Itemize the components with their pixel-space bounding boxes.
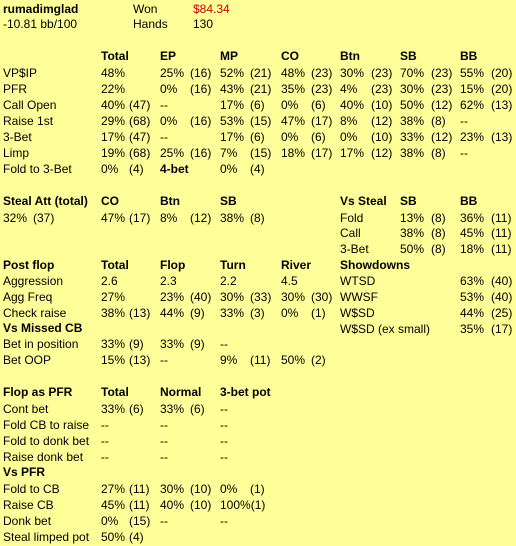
stat-label: Agg Freq	[3, 290, 53, 304]
col-header-ep: EP	[160, 49, 177, 63]
stat-value: 33%	[160, 402, 185, 416]
col-header-co: CO	[281, 49, 299, 63]
stat-count: (11)	[491, 242, 512, 256]
stat-value: 35%	[460, 322, 485, 336]
stat-label: WTSD	[340, 274, 376, 288]
stat-count: (13)	[129, 306, 151, 320]
stat-value: 18%	[281, 146, 306, 160]
stat-value: 17%	[220, 130, 245, 144]
stat-value: 62%	[460, 98, 485, 112]
stat-count: (2)	[311, 353, 326, 367]
stat-count: (12)	[190, 211, 212, 225]
stat-label: 3-Bet	[340, 242, 369, 256]
stat-value: 4%	[340, 82, 358, 96]
stat-count: (17)	[491, 322, 513, 336]
stat-value: 40%	[101, 98, 126, 112]
col-header-bb: BB	[460, 49, 478, 63]
stat-value: 43%	[220, 82, 245, 96]
stat-count: (6)	[250, 98, 265, 112]
stat-value: 55%	[460, 66, 485, 80]
stat-count: (33)	[250, 290, 272, 304]
col-header-total: Total	[101, 49, 129, 63]
postflop-col-river: River	[281, 258, 312, 272]
vs-steal-col-sb: SB	[400, 194, 417, 208]
stat-value: --	[220, 514, 228, 528]
stat-count: (1)	[250, 482, 265, 496]
stat-count: (12)	[371, 146, 393, 160]
stat-value: 45%	[460, 226, 485, 240]
stat-value: 47%	[281, 114, 306, 128]
stat-count: (23)	[371, 66, 393, 80]
stat-count: (9)	[129, 337, 144, 351]
stat-value: 63%	[460, 274, 485, 288]
stat-count: (47)	[129, 98, 151, 112]
stat-count: (6)	[311, 98, 326, 112]
won-value: $84.34	[193, 2, 230, 16]
stat-value: 0%	[340, 130, 358, 144]
stat-count: (15)	[250, 114, 272, 128]
stat-value: --	[460, 114, 468, 128]
stat-count: (37)	[33, 211, 55, 225]
stat-count: (40)	[491, 274, 513, 288]
stat-value: 0%	[101, 514, 119, 528]
stat-count: (23)	[431, 82, 453, 96]
stat-count: (13)	[129, 353, 151, 367]
stat-value: 25%	[160, 66, 185, 80]
flop-pfr-col-normal: Normal	[160, 385, 202, 399]
stat-count: (40)	[190, 290, 212, 304]
stat-count: (8)	[431, 146, 446, 160]
stat-value: 0%	[281, 306, 299, 320]
stat-label: VP$IP	[3, 66, 38, 80]
stat-value: 33%	[400, 130, 425, 144]
stat-value: 25%	[160, 146, 185, 160]
stat-value: 30%	[400, 82, 425, 96]
stat-value: 100%(1)	[220, 498, 266, 512]
stat-count: (8)	[431, 211, 446, 225]
stat-value: 23%	[160, 290, 185, 304]
stat-label: PFR	[3, 82, 27, 96]
stat-label: Bet in position	[3, 337, 79, 351]
stat-value: 0%	[160, 82, 178, 96]
stat-value: 29%	[101, 114, 126, 128]
stat-value: 23%	[460, 130, 485, 144]
stat-count: (8)	[250, 211, 265, 225]
stat-value: 17%	[340, 146, 365, 160]
stat-count: (21)	[250, 66, 272, 80]
stat-count: (11)	[129, 482, 150, 496]
stat-label: Fold	[340, 211, 364, 225]
stat-value: 30%	[220, 290, 245, 304]
stat-value: 52%	[220, 66, 245, 80]
stat-count: (11)	[250, 353, 271, 367]
stat-label: Fold to 3-Bet	[3, 162, 72, 176]
stat-value: 50%	[101, 530, 126, 544]
stat-value: 0%	[220, 162, 238, 176]
stat-value: 44%	[160, 306, 185, 320]
stat-value: 35%	[281, 82, 306, 96]
stat-count: (17)	[311, 146, 333, 160]
stat-label: Aggression	[3, 274, 64, 288]
stat-label: Steal limped pot	[3, 530, 90, 544]
stat-label: Fold CB to raise	[3, 418, 90, 432]
stat-value: 9%	[220, 353, 238, 367]
won-label: Won	[133, 2, 158, 16]
stat-count: (15)	[250, 146, 272, 160]
stat-count: (68)	[129, 146, 151, 160]
stat-count: (11)	[491, 226, 512, 240]
stat-value: 2.3	[160, 274, 177, 288]
stat-label: WWSF	[340, 290, 378, 304]
stat-count: (6)	[129, 402, 144, 416]
stat-value: --	[160, 98, 168, 112]
stat-count: (8)	[431, 226, 446, 240]
stat-value: 33%	[101, 337, 126, 351]
stat-count: (13)	[491, 98, 513, 112]
stat-count: (25)	[491, 306, 513, 320]
stat-value: --	[160, 130, 168, 144]
vs-steal-title: Vs Steal	[340, 194, 387, 208]
stat-value: 33%	[160, 337, 185, 351]
stat-value: 33%	[220, 306, 245, 320]
player-name: rumadimglad	[3, 2, 79, 16]
stat-value: 48%	[281, 66, 306, 80]
stat-label: Check raise	[3, 306, 67, 320]
stat-value: --	[460, 146, 468, 160]
stat-value: --	[220, 450, 228, 464]
stat-value: 30%	[340, 66, 365, 80]
stat-value: 4.5	[281, 274, 298, 288]
stat-count: (12)	[431, 98, 453, 112]
stat-label: Raise 1st	[3, 114, 54, 128]
stat-value: 27%	[101, 482, 126, 496]
stat-count: (8)	[431, 242, 446, 256]
stat-count: (13)	[491, 130, 513, 144]
stat-value: 36%	[460, 211, 485, 225]
flop-as-pfr-title: Flop as PFR	[3, 385, 73, 399]
stat-value: --	[220, 337, 228, 351]
bb-per-100: -10.81 bb/100	[3, 17, 78, 31]
stat-count: (47)	[129, 130, 151, 144]
stat-value: 0%	[160, 114, 178, 128]
stat-value: 38%	[220, 211, 245, 225]
stat-count: (11)	[491, 211, 512, 225]
stat-value: 32%	[3, 211, 28, 225]
stat-value: 38%	[400, 226, 425, 240]
stat-count: (30)	[311, 290, 333, 304]
stat-value: --	[160, 434, 168, 448]
stat-value: --	[101, 450, 109, 464]
stat-value: 33%	[101, 402, 126, 416]
stat-value: 30%	[160, 482, 185, 496]
stat-value: 47%	[101, 211, 126, 225]
stat-label: Bet OOP	[3, 353, 52, 367]
stat-value: 48%	[101, 66, 126, 80]
stat-count: (16)	[190, 114, 212, 128]
stat-label: Fold to CB	[3, 482, 60, 496]
stat-value: 53%	[460, 290, 485, 304]
stat-count: (6)	[190, 402, 205, 416]
stat-label: Donk bet	[3, 514, 52, 528]
hands-label: Hands	[133, 17, 168, 31]
stat-value: 40%	[340, 98, 365, 112]
col-header-sb: SB	[400, 49, 417, 63]
stat-value: --	[101, 434, 109, 448]
stat-count: (21)	[250, 82, 272, 96]
stat-label: W$SD	[340, 306, 375, 320]
stat-value: 0%	[281, 130, 299, 144]
stat-value: --	[220, 402, 228, 416]
postflop-title: Post flop	[3, 258, 55, 272]
stat-value: --	[220, 434, 228, 448]
stat-value: 2.6	[101, 274, 118, 288]
stat-count: (9)	[190, 306, 205, 320]
stat-value: 19%	[101, 146, 126, 160]
stat-value: 0%	[281, 98, 299, 112]
stat-label: Fold to donk bet	[3, 434, 90, 448]
col-header-mp: MP	[220, 49, 238, 63]
stat-count: (17)	[311, 114, 333, 128]
stat-value: 7%	[220, 146, 238, 160]
stat-count: (23)	[371, 82, 393, 96]
stat-count: (16)	[190, 146, 212, 160]
stat-count: (4)	[129, 530, 144, 544]
stat-count: (6)	[250, 130, 265, 144]
stat-value: 50%	[400, 242, 425, 256]
steal-col-sb: SB	[220, 194, 237, 208]
stat-value: 18%	[460, 242, 485, 256]
stat-count: (40)	[491, 290, 513, 304]
stat-count: (1)	[311, 306, 326, 320]
steal-col-btn: Btn	[160, 194, 180, 208]
stat-label: 3-Bet	[3, 130, 32, 144]
stat-count: (20)	[491, 82, 513, 96]
vs-steal-col-bb: BB	[460, 194, 478, 208]
postflop-col-turn: Turn	[220, 258, 246, 272]
stat-count: (10)	[371, 130, 393, 144]
stat-value: 8%	[160, 211, 178, 225]
stat-count: (12)	[431, 130, 453, 144]
stat-value: 17%	[220, 98, 245, 112]
stat-value: 17%	[101, 130, 126, 144]
flop-pfr-col-3bet-pot: 3-bet pot	[220, 385, 271, 399]
flop-pfr-col-total: Total	[101, 385, 129, 399]
stat-value: 0%	[101, 162, 119, 176]
stat-count: (6)	[311, 130, 326, 144]
stat-count: (12)	[371, 114, 393, 128]
stat-value: 13%	[400, 211, 425, 225]
steal-att-title: Steal Att (total)	[3, 194, 88, 208]
stat-value: 53%	[220, 114, 245, 128]
steal-col-co: CO	[101, 194, 119, 208]
showdowns-title: Showdowns	[340, 258, 410, 272]
stat-value: --	[160, 353, 168, 367]
stat-value: 38%	[400, 146, 425, 160]
vs-pfr-title: Vs PFR	[3, 465, 46, 479]
stat-count: (10)	[190, 482, 212, 496]
stat-value: 38%	[400, 114, 425, 128]
stat-label: Call Open	[3, 98, 57, 112]
stat-count: (4)	[129, 162, 144, 176]
stat-value: 0%	[220, 482, 238, 496]
stat-count: (68)	[129, 114, 151, 128]
stat-label: Raise CB	[3, 498, 54, 512]
stat-count: (8)	[431, 114, 446, 128]
stat-value: 22%	[101, 82, 126, 96]
hands-value: 130	[193, 17, 214, 31]
stat-label: Cont bet	[3, 402, 49, 416]
stat-value: 44%	[460, 306, 485, 320]
stat-value: 15%	[460, 82, 485, 96]
stat-value: 15%	[101, 353, 126, 367]
stat-value: --	[220, 418, 228, 432]
stat-count: (10)	[190, 498, 212, 512]
stat-count: (10)	[371, 98, 393, 112]
stat-value: 30%	[281, 290, 306, 304]
stat-value: 70%	[400, 66, 425, 80]
stat-label: Limp	[3, 146, 30, 160]
col-header-btn: Btn	[340, 49, 360, 63]
postflop-col-flop: Flop	[160, 258, 186, 272]
stat-value: 27%	[101, 290, 126, 304]
stat-count: (16)	[190, 66, 212, 80]
stat-count: (16)	[190, 82, 212, 96]
stat-count: (15)	[129, 514, 151, 528]
stat-count: (11)	[129, 498, 150, 512]
four-bet-label: 4-bet	[160, 162, 189, 176]
stat-value: 38%	[101, 306, 126, 320]
stat-count: (23)	[311, 82, 333, 96]
stat-value: 45%	[101, 498, 126, 512]
stat-count: (3)	[250, 306, 265, 320]
stat-count: (23)	[311, 66, 333, 80]
stat-value: 2.2	[220, 274, 237, 288]
stat-label: W$SD (ex small)	[340, 322, 431, 336]
stat-count: (9)	[190, 337, 205, 351]
stat-label: Call	[340, 226, 361, 240]
stat-count: (17)	[129, 211, 151, 225]
stat-value: --	[101, 418, 109, 432]
stat-count: (4)	[250, 162, 265, 176]
stat-count: (20)	[491, 66, 513, 80]
stat-value: 40%	[160, 498, 185, 512]
stat-value: 50%	[281, 353, 306, 367]
vs-missed-cb-title: Vs Missed CB	[3, 321, 83, 335]
stat-value: --	[160, 514, 168, 528]
stat-count: (23)	[431, 66, 453, 80]
postflop-col-total: Total	[101, 258, 129, 272]
stat-value: 50%	[400, 98, 425, 112]
stat-label: Raise donk bet	[3, 450, 84, 464]
stat-value: --	[160, 450, 168, 464]
stat-value: 8%	[340, 114, 358, 128]
stat-value: --	[160, 418, 168, 432]
